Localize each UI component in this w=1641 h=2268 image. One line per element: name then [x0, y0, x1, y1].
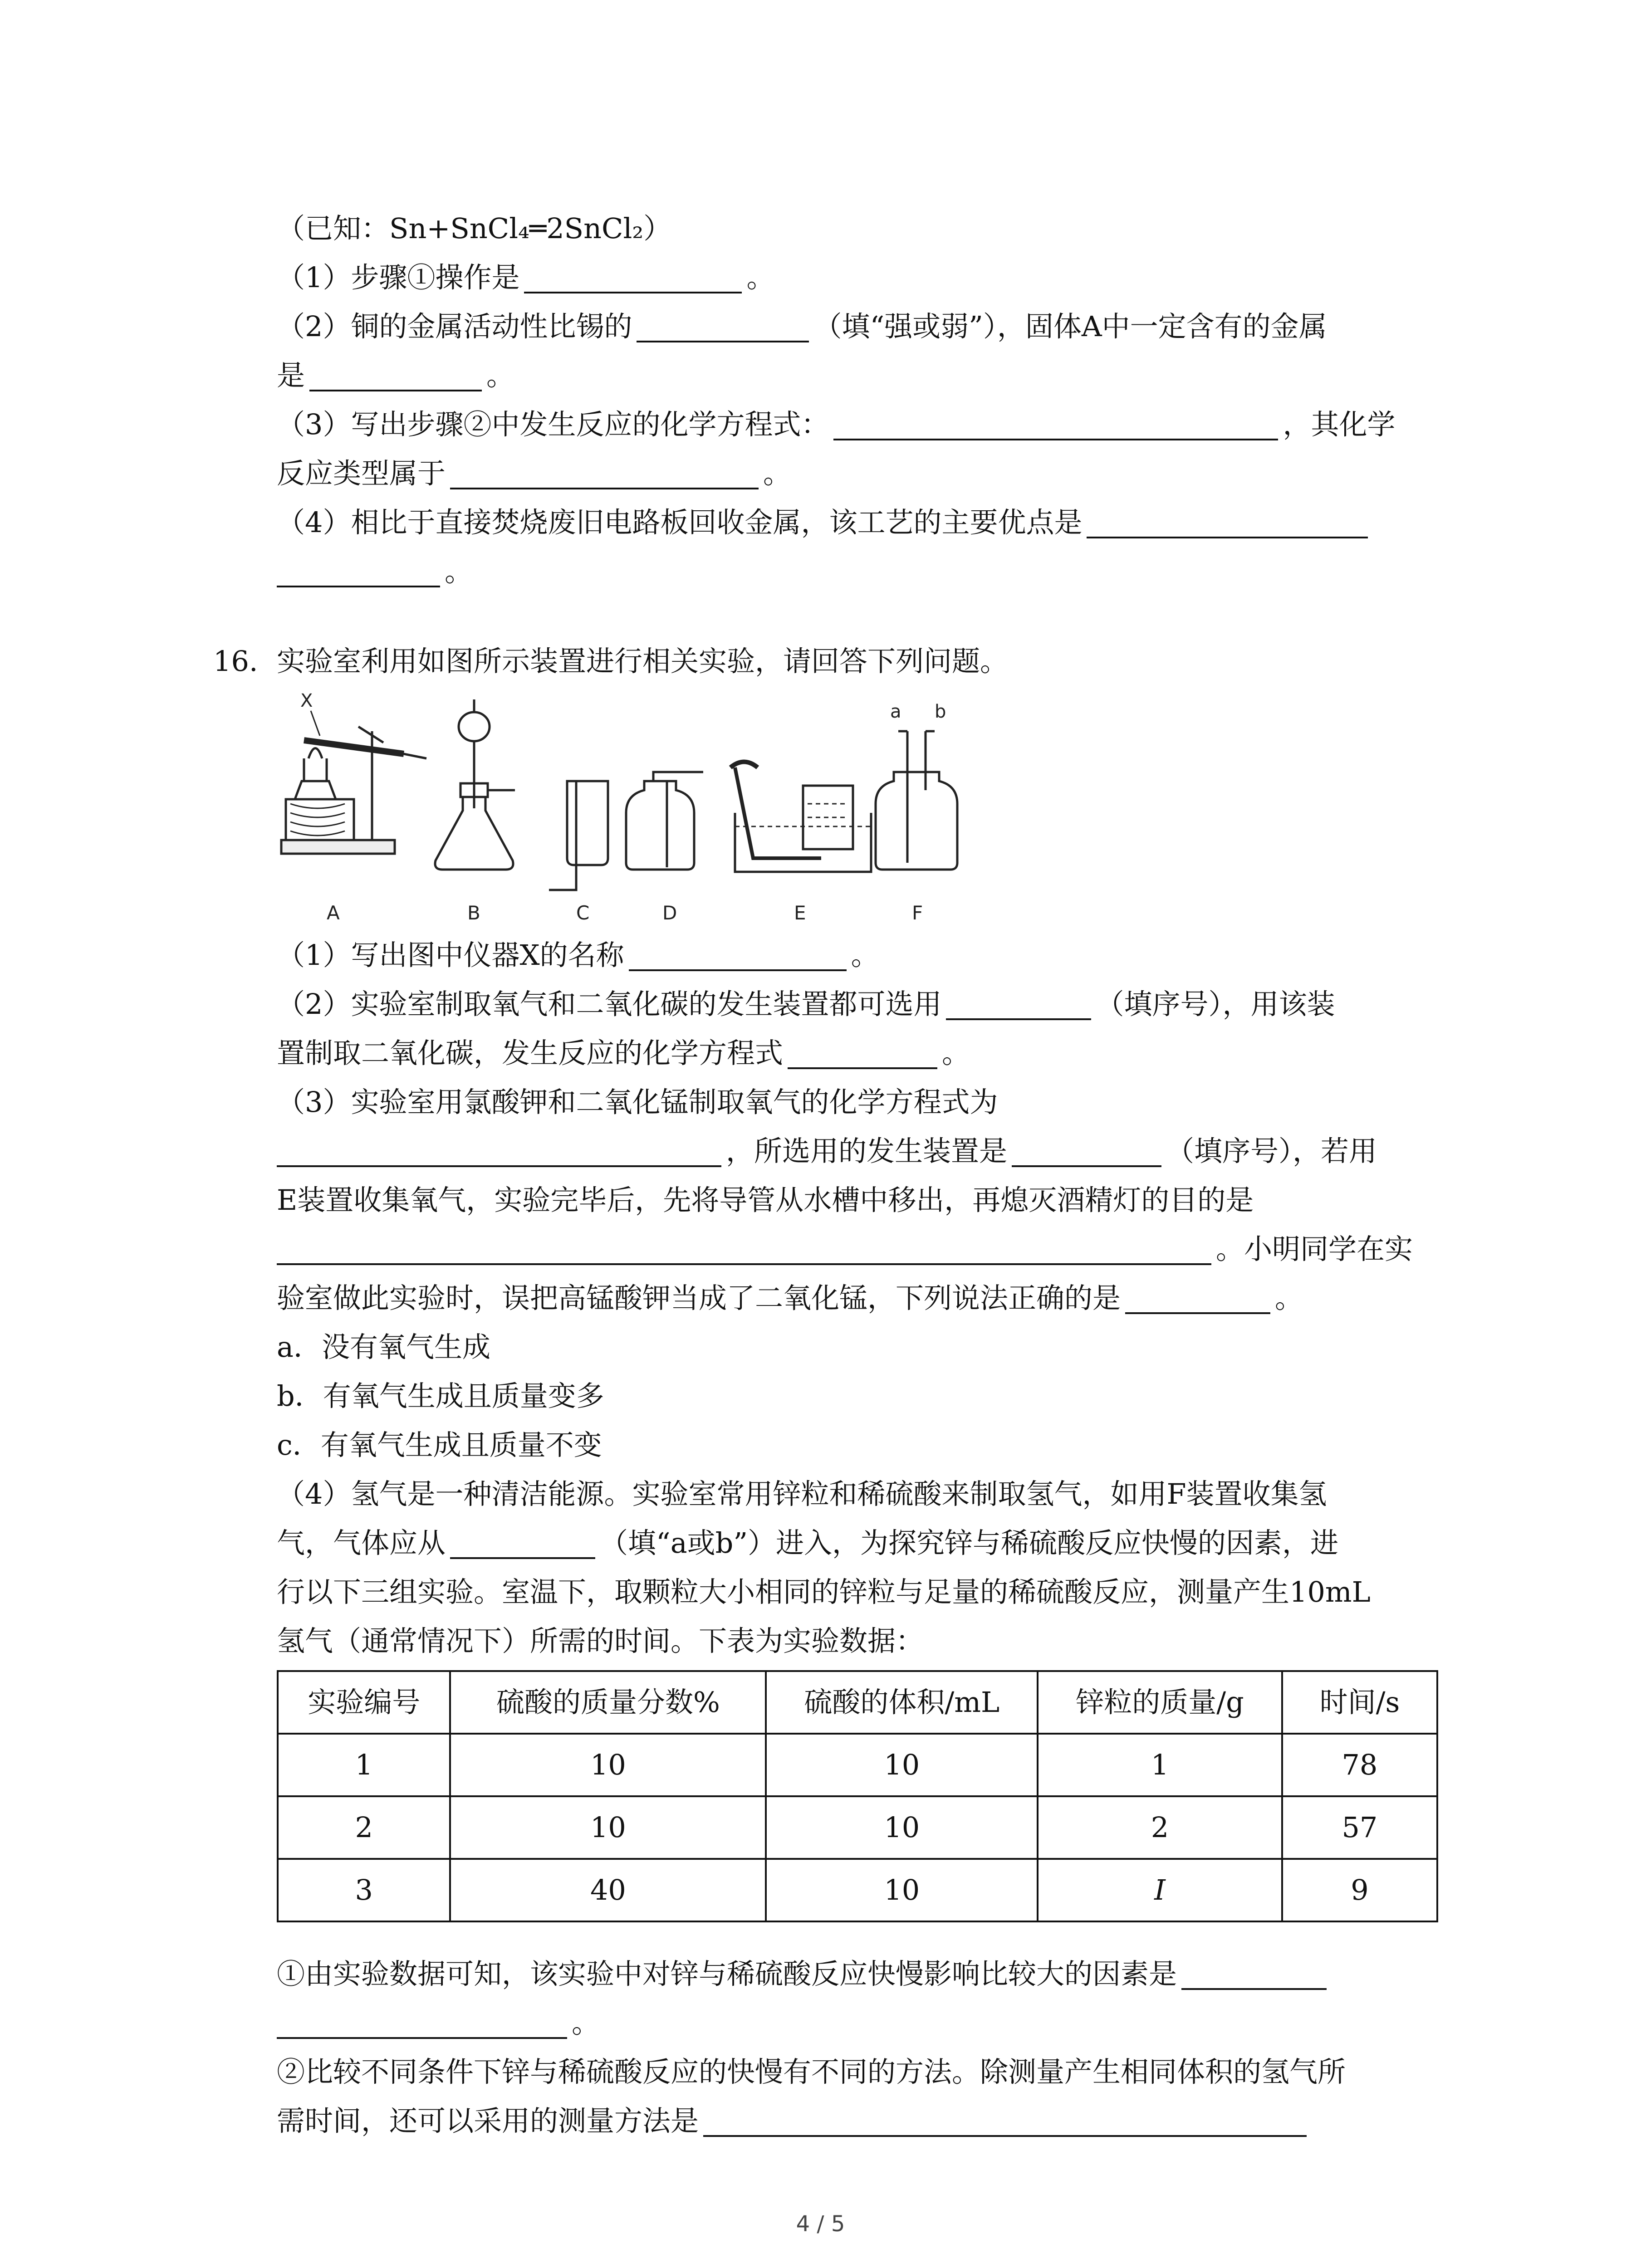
- q15-p3c: 反应类型属于: [277, 457, 446, 490]
- q16-p2: [277, 980, 1438, 1029]
- table-cell: I: [1038, 1859, 1282, 1921]
- answer-blank[interactable]: [450, 456, 759, 489]
- table-cell: 40: [450, 1859, 766, 1921]
- answer-blank[interactable]: [277, 1232, 1211, 1265]
- answer-blank[interactable]: [1181, 1956, 1327, 1990]
- table-row: [278, 1859, 1437, 1921]
- q16-s2a: ②比较不同条件下锌与稀硫酸反应的快慢有不同的方法。除测量产生相同体积的氢气所: [277, 2055, 1346, 2088]
- label-b-apparatus: B: [467, 902, 480, 924]
- table-row: [278, 1796, 1437, 1859]
- q15-p4: [277, 498, 1438, 547]
- label-d-apparatus: D: [662, 902, 677, 924]
- q15-p2c: 是: [277, 359, 305, 392]
- answer-blank[interactable]: [277, 1134, 721, 1167]
- q15-p2: [277, 302, 1438, 351]
- q15-p3a: （3）写出步骤②中发生反应的化学方程式：: [277, 408, 829, 441]
- q16-stem-text: 实验室利用如图所示装置进行相关实验，请回答下列问题。: [277, 645, 1009, 678]
- table-cell: 2: [278, 1796, 450, 1859]
- table-cell: 10: [766, 1734, 1038, 1796]
- q15-p3-cont: [277, 449, 1438, 498]
- q16-p4c: （填“a或b”）进入，为探究锌与稀硫酸反应快慢的因素，进: [600, 1526, 1339, 1559]
- q16-p4-line4: [277, 1617, 1438, 1666]
- q16-p2c: 置制取二氧化碳，发生反应的化学方程式: [277, 1036, 784, 1070]
- q16-p3-line4: [277, 1225, 1438, 1274]
- table-cell: 10: [450, 1734, 766, 1796]
- q16-p3f: 验室做此实验时，误把高锰酸钾当成了二氧化锰，下列说法正确的是: [277, 1281, 1121, 1315]
- table-cell: 10: [450, 1796, 766, 1859]
- q16-p3c: （填序号），若用: [1166, 1134, 1377, 1168]
- q16-s1: [277, 1950, 1438, 1999]
- table-header: 时间/s: [1282, 1671, 1437, 1734]
- q16-p3-end: 。: [1275, 1281, 1303, 1315]
- q15-p4-end: 。: [445, 555, 473, 588]
- spacer: [277, 1922, 1438, 1950]
- q16-s2b: 需时间，还可以采用的测量方法是: [277, 2104, 699, 2137]
- apparatus-svg: [277, 690, 1048, 926]
- table-cell: 10: [766, 1796, 1038, 1859]
- table-header: 硫酸的质量分数%: [450, 1671, 766, 1734]
- q15-p3: [277, 400, 1438, 449]
- q16-p4d: 行以下三组实验。室温下，取颗粒大小相同的锌粒与足量的稀硫酸反应，测量产生10mL: [277, 1575, 1371, 1608]
- q15-p1: [277, 253, 1438, 302]
- q16-p4a: （4）氢气是一种清洁能源。实验室常用锌粒和稀硫酸来制取氢气，如用F装置收集氢: [277, 1477, 1327, 1510]
- q15-p2b: （填“强或弱”），固体A中一定含有的金属: [813, 310, 1327, 343]
- answer-blank[interactable]: [1012, 1134, 1161, 1167]
- apparatus-f: [876, 701, 957, 924]
- q16-p2-end: 。: [942, 1036, 970, 1070]
- apparatus-figure: [277, 690, 1048, 926]
- q15-p4a: （4）相比于直接焚烧废旧电路板回收金属，该工艺的主要优点是: [277, 506, 1083, 539]
- q16-s1-cont: [277, 1999, 1438, 2048]
- q16-s1-text: ①由实验数据可知，该实验中对锌与稀硫酸反应快慢影响比较大的因素是: [277, 1957, 1177, 1990]
- q16-stem: [213, 637, 1438, 686]
- q16-p1-end: 。: [851, 938, 879, 972]
- q15-p1-text: （1）步骤①操作是: [277, 261, 520, 294]
- q16-p3-line3: [277, 1176, 1438, 1225]
- experiment-table: [277, 1670, 1438, 1922]
- label-tube-b: b: [935, 701, 946, 722]
- answer-blank[interactable]: [277, 2005, 567, 2039]
- q16-p4: [277, 1470, 1438, 1519]
- table-header: 锌粒的质量/g: [1038, 1671, 1282, 1734]
- q16-p3-line5: [277, 1274, 1438, 1323]
- table-cell: 57: [1282, 1796, 1437, 1859]
- q16-p4b: 气，气体应从: [277, 1526, 446, 1559]
- answer-blank[interactable]: [788, 1036, 937, 1069]
- q16-p3: [277, 1078, 1438, 1127]
- page-number: 4 / 5: [796, 2211, 845, 2237]
- q15-p2-cont: [277, 351, 1438, 400]
- label-x: X: [300, 690, 313, 711]
- q16-p1: [277, 931, 1438, 980]
- table-cell: 9: [1282, 1859, 1437, 1921]
- answer-blank[interactable]: [946, 987, 1091, 1020]
- q15-p1-end: 。: [746, 261, 775, 294]
- apparatus-a: [281, 690, 426, 924]
- answer-blank[interactable]: [1125, 1281, 1270, 1314]
- question-number: 16.: [213, 645, 258, 678]
- known-text: （已知：Sn+SnCl₄═2SnCl₂）: [277, 212, 672, 245]
- q15-p4-cont: [277, 547, 1438, 596]
- option-a-text: a．没有氧气生成: [277, 1330, 490, 1364]
- apparatus-b: [435, 699, 515, 924]
- answer-blank[interactable]: [637, 309, 809, 342]
- q16-p4-line2: [277, 1519, 1438, 1568]
- option-c-text: c．有氧气生成且质量不变: [277, 1428, 602, 1461]
- table-header-row: [278, 1671, 1437, 1734]
- option-b-text: b．有氧气生成且质量变多: [277, 1379, 604, 1413]
- q16-p3d: E装置收集氧气，实验完毕后，先将导管从水槽中移出，再熄灭酒精灯的目的是: [277, 1183, 1254, 1217]
- q16-p3b: ，所选用的发生装置是: [726, 1134, 1008, 1168]
- q15-p2a: （2）铜的金属活动性比锡的: [277, 310, 632, 343]
- label-tube-a: a: [890, 701, 901, 722]
- spacer: [277, 596, 1438, 637]
- q16-p3-line2: [277, 1127, 1438, 1176]
- answer-blank[interactable]: [524, 260, 742, 293]
- table-header: 硫酸的体积/mL: [766, 1671, 1038, 1734]
- q15-p3-end: 。: [763, 457, 792, 490]
- answer-blank[interactable]: [277, 554, 440, 587]
- table-cell: 1: [278, 1734, 450, 1796]
- table-cell: 78: [1282, 1734, 1437, 1796]
- q16-p3a: （3）实验室用氯酸钾和二氧化锰制取氧气的化学方程式为: [277, 1085, 998, 1119]
- q15-known: [277, 204, 1438, 253]
- table-cell: 3: [278, 1859, 450, 1921]
- apparatus-d: [626, 772, 703, 924]
- q16-p1-text: （1）写出图中仪器X的名称: [277, 938, 624, 972]
- answer-blank[interactable]: [309, 358, 482, 391]
- answer-blank[interactable]: [703, 2103, 1307, 2137]
- content: [213, 204, 1438, 2146]
- q16-s2: [277, 2048, 1438, 2097]
- q16-p2a: （2）实验室制取氧气和二氧化碳的发生装置都可选用: [277, 987, 942, 1021]
- label-f-apparatus: F: [912, 902, 923, 924]
- answer-blank[interactable]: [833, 407, 1278, 440]
- q16-s2-cont: [277, 2097, 1438, 2146]
- table-row: [278, 1734, 1437, 1796]
- answer-blank[interactable]: [450, 1525, 595, 1559]
- table-cell: 1: [1038, 1734, 1282, 1796]
- table-cell: 10: [766, 1859, 1038, 1921]
- answer-blank[interactable]: [629, 938, 847, 971]
- option-c: [277, 1421, 1438, 1470]
- answer-blank[interactable]: [1087, 505, 1368, 538]
- table-header: 实验编号: [278, 1671, 450, 1734]
- label-c-apparatus: C: [576, 902, 590, 924]
- q16-s1-end: 。: [572, 2006, 600, 2039]
- q15-p2-end: 。: [486, 359, 515, 392]
- q16-p3e: 。小明同学在实: [1216, 1232, 1413, 1266]
- apparatus-c: [549, 781, 608, 924]
- table-cell: 2: [1038, 1796, 1282, 1859]
- q16-p4e: 氢气（通常情况下）所需的时间。下表为实验数据：: [277, 1624, 924, 1657]
- q16-p2-cont: [277, 1029, 1438, 1078]
- label-e-apparatus: E: [794, 902, 806, 924]
- apparatus-e: [730, 762, 871, 924]
- q15-p3b: ，其化学: [1283, 408, 1396, 441]
- label-a-apparatus: A: [327, 902, 340, 924]
- option-b: [277, 1372, 1438, 1421]
- q16-p2b: （填序号），用该装: [1096, 987, 1335, 1021]
- option-a: [277, 1323, 1438, 1372]
- q16-p4-line3: [277, 1568, 1438, 1617]
